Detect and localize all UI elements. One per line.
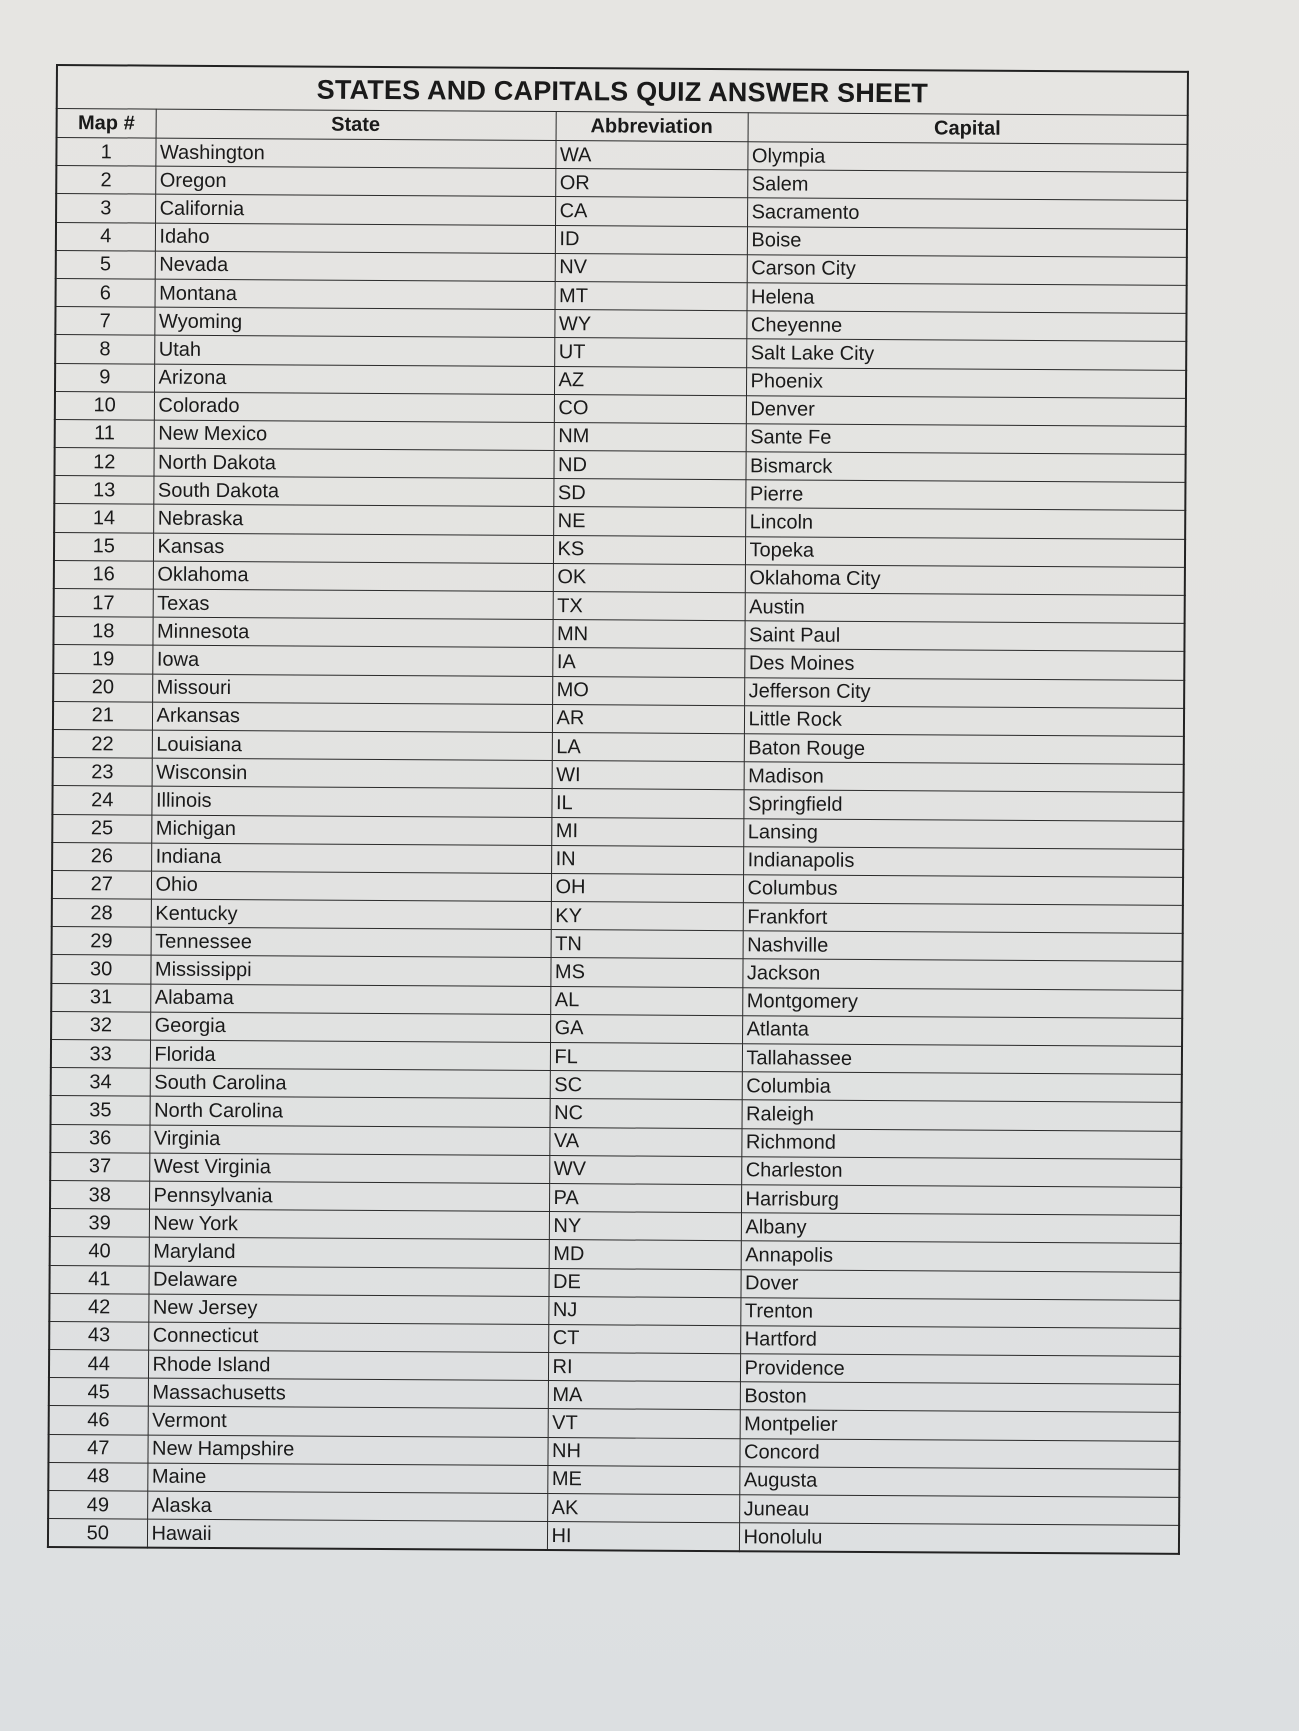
abbreviation-cell: IL: [551, 789, 743, 818]
abbreviation-cell: MO: [552, 676, 744, 705]
capital-cell: Denver: [746, 395, 1186, 426]
abbreviation-cell: MT: [555, 281, 747, 310]
abbreviation-cell: ND: [553, 451, 745, 480]
column-header-map: Map #: [57, 109, 156, 139]
capital-cell: Salem: [747, 170, 1187, 201]
map-number-cell: 33: [51, 1039, 150, 1068]
capital-cell: Baton Rouge: [744, 734, 1184, 765]
state-cell: Hawaii: [147, 1519, 547, 1550]
map-number-cell: 41: [49, 1265, 148, 1294]
capital-cell: Honolulu: [739, 1523, 1179, 1554]
capital-cell: Topeka: [745, 536, 1185, 567]
map-number-cell: 29: [52, 927, 151, 956]
capital-cell: Concord: [739, 1438, 1179, 1469]
abbreviation-cell: VA: [549, 1127, 741, 1156]
capital-cell: Lincoln: [745, 508, 1185, 539]
state-cell: Arizona: [154, 364, 554, 395]
map-number-cell: 31: [51, 983, 150, 1012]
capital-cell: Hartford: [740, 1326, 1180, 1357]
state-cell: Georgia: [150, 1012, 550, 1043]
state-cell: Oregon: [155, 166, 555, 197]
state-cell: New York: [149, 1209, 549, 1240]
map-number-cell: 34: [51, 1068, 150, 1097]
abbreviation-cell: ID: [555, 225, 747, 254]
state-cell: Minnesota: [152, 617, 552, 648]
state-cell: Alaska: [147, 1491, 547, 1522]
state-cell: Kansas: [153, 533, 553, 564]
abbreviation-cell: DE: [548, 1268, 740, 1297]
column-header-capital: Capital: [748, 113, 1188, 145]
map-number-cell: 18: [53, 617, 152, 646]
state-cell: Vermont: [148, 1407, 548, 1438]
abbreviation-cell: OH: [551, 873, 743, 902]
capital-cell: Sante Fe: [746, 424, 1186, 455]
map-number-cell: 26: [52, 842, 151, 871]
state-cell: New Hampshire: [147, 1435, 547, 1466]
capital-cell: Frankfort: [743, 903, 1183, 934]
map-number-cell: 44: [49, 1350, 148, 1379]
abbreviation-cell: NJ: [548, 1296, 740, 1325]
abbreviation-cell: CA: [555, 197, 747, 226]
capital-cell: Saint Paul: [744, 621, 1184, 652]
state-cell: South Dakota: [153, 476, 553, 507]
map-number-cell: 4: [56, 222, 155, 251]
map-number-cell: 9: [55, 363, 154, 392]
capital-cell: Bismarck: [745, 452, 1185, 483]
capital-cell: Springfield: [743, 790, 1183, 821]
state-cell: Illinois: [151, 786, 551, 817]
abbreviation-cell: FL: [550, 1043, 742, 1072]
capital-cell: Atlanta: [742, 1016, 1182, 1047]
map-number-cell: 43: [49, 1321, 148, 1350]
abbreviation-cell: WY: [554, 310, 746, 339]
capital-cell: Jefferson City: [744, 677, 1184, 708]
abbreviation-cell: IN: [551, 845, 743, 874]
map-number-cell: 30: [51, 955, 150, 984]
abbreviation-cell: OK: [553, 563, 745, 592]
capital-cell: Carson City: [747, 254, 1187, 285]
abbreviation-cell: TX: [553, 592, 745, 621]
capital-cell: Little Rock: [744, 705, 1184, 736]
state-cell: Pennsylvania: [149, 1181, 549, 1212]
state-cell: Alabama: [150, 984, 550, 1015]
column-header-abbreviation: Abbreviation: [556, 112, 748, 142]
abbreviation-cell: SC: [550, 1071, 742, 1100]
state-cell: Iowa: [152, 645, 552, 676]
state-cell: North Dakota: [153, 448, 553, 479]
capital-cell: Columbus: [743, 875, 1183, 906]
capital-cell: Salt Lake City: [746, 339, 1186, 370]
map-number-cell: 23: [53, 758, 152, 787]
map-number-cell: 22: [53, 729, 152, 758]
state-cell: New Mexico: [154, 420, 554, 451]
capital-cell: Montgomery: [742, 987, 1182, 1018]
state-cell: Michigan: [151, 815, 551, 846]
answer-sheet: [47, 64, 1187, 1555]
state-cell: South Carolina: [150, 1068, 550, 1099]
abbreviation-cell: HI: [547, 1522, 739, 1552]
map-number-cell: 42: [49, 1293, 148, 1322]
table-body: [48, 138, 1188, 1555]
abbreviation-cell: CO: [554, 394, 746, 423]
map-number-cell: 47: [48, 1434, 147, 1463]
capital-cell: Sacramento: [747, 198, 1187, 229]
abbreviation-cell: MN: [552, 620, 744, 649]
capital-cell: Providence: [740, 1354, 1180, 1385]
abbreviation-cell: VT: [548, 1409, 740, 1438]
abbreviation-cell: WV: [549, 1155, 741, 1184]
map-number-cell: 3: [56, 194, 155, 223]
abbreviation-cell: LA: [552, 732, 744, 761]
abbreviation-cell: AL: [550, 986, 742, 1015]
abbreviation-cell: SD: [553, 479, 745, 508]
capital-cell: Augusta: [739, 1467, 1179, 1498]
state-cell: Louisiana: [152, 730, 552, 761]
states-capitals-table: [47, 64, 1189, 1555]
map-number-cell: 50: [48, 1519, 147, 1548]
capital-cell: Montpelier: [740, 1410, 1180, 1441]
capital-cell: Albany: [741, 1213, 1181, 1244]
map-number-cell: 6: [56, 278, 155, 307]
abbreviation-cell: AR: [552, 704, 744, 733]
state-cell: Tennessee: [151, 927, 551, 958]
abbreviation-cell: KS: [553, 535, 745, 564]
map-number-cell: 1: [56, 138, 155, 167]
capital-cell: Indianapolis: [743, 846, 1183, 877]
map-number-cell: 16: [54, 560, 153, 589]
map-number-cell: 25: [52, 814, 151, 843]
capital-cell: Nashville: [743, 931, 1183, 962]
map-number-cell: 10: [55, 391, 154, 420]
table-row: [48, 1519, 1179, 1555]
capital-cell: Juneau: [739, 1495, 1179, 1526]
abbreviation-cell: KY: [551, 902, 743, 931]
capital-cell: Boise: [747, 226, 1187, 257]
abbreviation-cell: MI: [551, 817, 743, 846]
capital-cell: Richmond: [741, 1128, 1181, 1159]
abbreviation-cell: UT: [554, 338, 746, 367]
abbreviation-cell: ME: [547, 1465, 739, 1494]
state-cell: Wisconsin: [152, 758, 552, 789]
state-cell: Washington: [155, 138, 555, 169]
column-header-state: State: [156, 109, 556, 140]
state-cell: Oklahoma: [153, 561, 553, 592]
abbreviation-cell: NM: [554, 422, 746, 451]
state-cell: Texas: [153, 589, 553, 620]
abbreviation-cell: MD: [549, 1240, 741, 1269]
map-number-cell: 24: [52, 786, 151, 815]
state-cell: Delaware: [148, 1266, 548, 1297]
state-cell: New Jersey: [148, 1294, 548, 1325]
abbreviation-cell: CT: [548, 1324, 740, 1353]
map-number-cell: 12: [54, 448, 153, 477]
abbreviation-cell: NV: [555, 253, 747, 282]
state-cell: Kentucky: [151, 899, 551, 930]
capital-cell: Charleston: [741, 1156, 1181, 1187]
map-number-cell: 49: [48, 1490, 147, 1519]
capital-cell: Boston: [740, 1382, 1180, 1413]
state-cell: Idaho: [155, 223, 555, 254]
capital-cell: Columbia: [742, 1072, 1182, 1103]
abbreviation-cell: WA: [555, 141, 747, 170]
state-cell: Indiana: [151, 843, 551, 874]
capital-cell: Des Moines: [744, 649, 1184, 680]
state-cell: Utah: [154, 335, 554, 366]
map-number-cell: 8: [55, 335, 154, 364]
abbreviation-cell: NH: [547, 1437, 739, 1466]
abbreviation-cell: MS: [550, 958, 742, 987]
map-number-cell: 5: [56, 250, 155, 279]
map-number-cell: 45: [49, 1378, 148, 1407]
capital-cell: Tallahassee: [742, 1044, 1182, 1075]
map-number-cell: 35: [51, 1096, 150, 1125]
map-number-cell: 2: [56, 166, 155, 195]
state-cell: Wyoming: [154, 307, 554, 338]
state-cell: Montana: [155, 279, 555, 310]
abbreviation-cell: RI: [548, 1353, 740, 1382]
map-number-cell: 11: [55, 419, 154, 448]
map-number-cell: 37: [50, 1152, 149, 1181]
abbreviation-cell: WI: [552, 761, 744, 790]
map-number-cell: 19: [53, 645, 152, 674]
map-number-cell: 39: [50, 1209, 149, 1238]
state-cell: Mississippi: [150, 956, 550, 987]
state-cell: Missouri: [152, 674, 552, 705]
state-cell: Colorado: [154, 392, 554, 423]
map-number-cell: 28: [52, 899, 151, 928]
state-cell: Massachusetts: [148, 1378, 548, 1409]
capital-cell: Lansing: [743, 818, 1183, 849]
abbreviation-cell: IA: [552, 648, 744, 677]
capital-cell: Austin: [745, 593, 1185, 624]
capital-cell: Jackson: [742, 959, 1182, 990]
state-cell: Nebraska: [153, 505, 553, 536]
state-cell: Florida: [150, 1040, 550, 1071]
state-cell: North Carolina: [150, 1096, 550, 1127]
abbreviation-cell: AK: [547, 1494, 739, 1523]
abbreviation-cell: PA: [549, 1183, 741, 1212]
map-number-cell: 36: [50, 1124, 149, 1153]
map-number-cell: 27: [52, 870, 151, 899]
map-number-cell: 7: [55, 307, 154, 336]
sheet-title: STATES AND CAPITALS QUIZ ANSWER SHEET: [57, 65, 1188, 115]
state-cell: Maine: [147, 1463, 547, 1494]
map-number-cell: 38: [50, 1180, 149, 1209]
state-cell: Virginia: [149, 1125, 549, 1156]
state-cell: Nevada: [155, 251, 555, 282]
abbreviation-cell: GA: [550, 1014, 742, 1043]
abbreviation-cell: TN: [551, 930, 743, 959]
capital-cell: Pierre: [745, 480, 1185, 511]
state-cell: Connecticut: [148, 1322, 548, 1353]
state-cell: California: [155, 194, 555, 225]
capital-cell: Harrisburg: [741, 1185, 1181, 1216]
state-cell: Ohio: [151, 871, 551, 902]
map-number-cell: 46: [49, 1406, 148, 1435]
capital-cell: Raleigh: [742, 1100, 1182, 1131]
map-number-cell: 20: [53, 673, 152, 702]
abbreviation-cell: MA: [548, 1381, 740, 1410]
capital-cell: Cheyenne: [746, 311, 1186, 342]
map-number-cell: 40: [50, 1237, 149, 1266]
state-cell: Rhode Island: [148, 1350, 548, 1381]
map-number-cell: 21: [53, 701, 152, 730]
capital-cell: Dover: [740, 1269, 1180, 1300]
abbreviation-cell: OR: [555, 169, 747, 198]
state-cell: West Virginia: [149, 1153, 549, 1184]
map-number-cell: 32: [51, 1011, 150, 1040]
map-number-cell: 17: [54, 588, 153, 617]
capital-cell: Trenton: [740, 1297, 1180, 1328]
map-number-cell: 14: [54, 504, 153, 533]
capital-cell: Annapolis: [741, 1241, 1181, 1272]
capital-cell: Helena: [747, 283, 1187, 314]
map-number-cell: 13: [54, 476, 153, 505]
capital-cell: Phoenix: [746, 367, 1186, 398]
abbreviation-cell: NE: [553, 507, 745, 536]
capital-cell: Oklahoma City: [745, 565, 1185, 596]
map-number-cell: 48: [48, 1462, 147, 1491]
title-row: [57, 65, 1188, 115]
capital-cell: Madison: [744, 762, 1184, 793]
state-cell: Maryland: [149, 1237, 549, 1268]
abbreviation-cell: NY: [549, 1212, 741, 1241]
abbreviation-cell: AZ: [554, 366, 746, 395]
map-number-cell: 15: [54, 532, 153, 561]
capital-cell: Olympia: [747, 142, 1187, 173]
abbreviation-cell: NC: [550, 1099, 742, 1128]
state-cell: Arkansas: [152, 702, 552, 733]
